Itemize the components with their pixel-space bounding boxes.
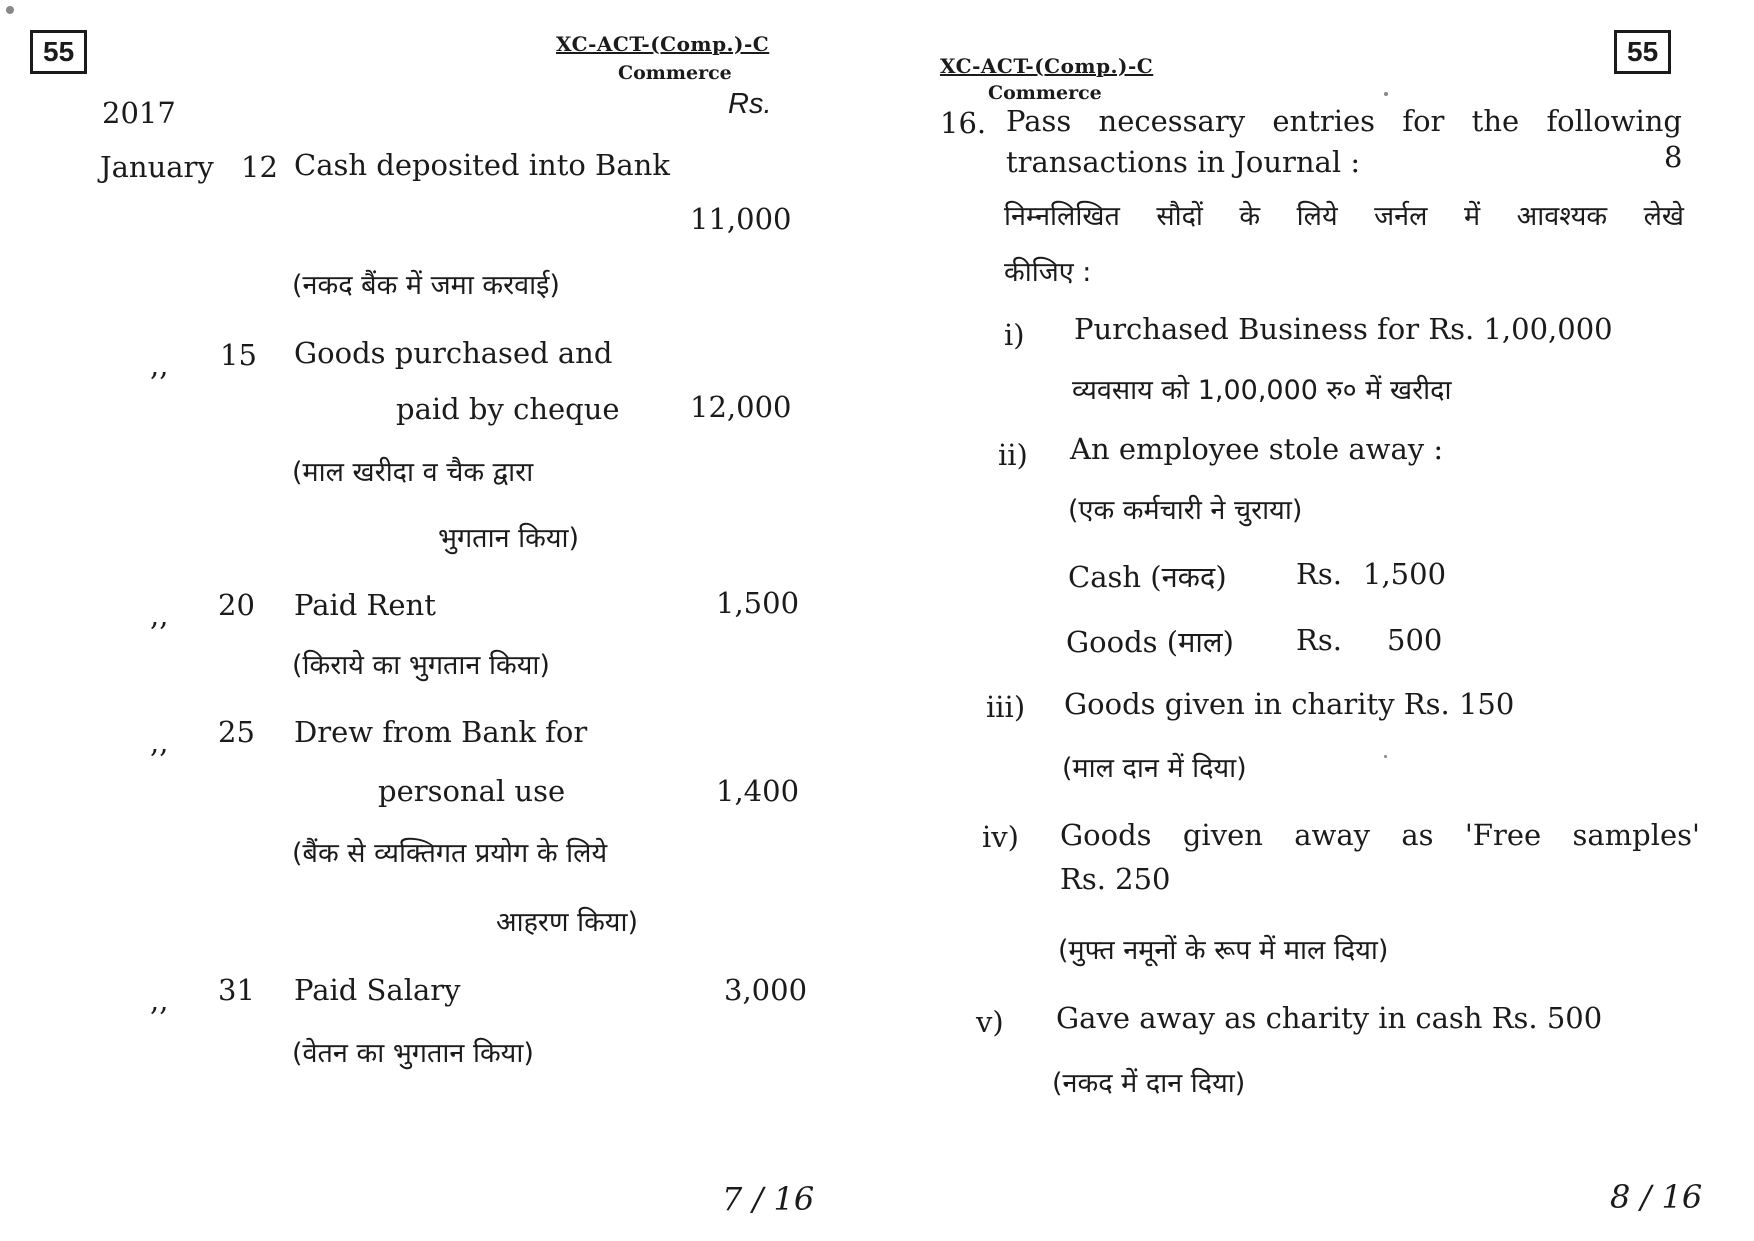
- scan-speck: [1384, 755, 1387, 758]
- entry-hindi: (वेतन का भुगतान किया): [292, 1038, 534, 1069]
- question-marks: 8: [1664, 140, 1683, 174]
- item-english: Purchased Business for Rs. 1,00,000: [1074, 312, 1613, 346]
- right-paper-code: XC-ACT-(Comp.)-C: [940, 54, 1154, 78]
- entry-amount: 1,500: [716, 586, 800, 620]
- ditto-mark: ,,: [150, 598, 169, 632]
- entry-hindi: (माल खरीदा व चैक द्वारा: [292, 457, 534, 488]
- entry-hindi: (नकद बैंक में जमा करवाई): [292, 270, 560, 301]
- item-number: v): [976, 1005, 1004, 1039]
- item-hindi: (एक कर्मचारी ने चुराया): [1068, 495, 1303, 526]
- entry-hindi: (बैंक से व्यक्तिगत प्रयोग के लिये: [292, 838, 608, 869]
- item-english: Gave away as charity in cash Rs. 500: [1056, 1001, 1603, 1035]
- entry-month: January: [100, 150, 214, 184]
- entry-description: Cash deposited into Bank: [294, 148, 670, 182]
- entry-description-line2: paid by cheque: [396, 392, 620, 426]
- item-number: ii): [998, 438, 1028, 472]
- item-number: iv): [982, 820, 1019, 854]
- entry-description-line2: personal use: [378, 774, 566, 808]
- item-english: An employee stole away :: [1070, 432, 1444, 466]
- item-english: Goods given away as 'Free samples': [1060, 818, 1700, 852]
- sub-item-label: Goods (माल): [1066, 625, 1234, 659]
- right-page-number: 8 / 16: [1610, 1178, 1703, 1216]
- right-subject: Commerce: [988, 82, 1102, 104]
- sub-item-rs: Rs.: [1296, 557, 1342, 591]
- entry-hindi-line2: आहरण किया): [496, 907, 638, 938]
- ditto-mark: ,,: [150, 983, 169, 1017]
- entry-day: 20: [218, 588, 255, 622]
- item-hindi: (नकद में दान दिया): [1052, 1068, 1246, 1099]
- year-label: 2017: [102, 96, 176, 130]
- right-page-badge: 55: [1614, 30, 1671, 74]
- entry-hindi-line2: भुगतान किया): [438, 523, 580, 554]
- entry-description: Paid Salary: [294, 973, 461, 1007]
- ditto-mark: ,,: [150, 725, 169, 759]
- entry-day: 25: [218, 715, 255, 749]
- entry-description: Goods purchased and: [294, 336, 613, 370]
- ditto-mark: ,,: [150, 348, 169, 382]
- question-number: 16.: [940, 106, 987, 140]
- question-text: Pass necessary entries for the following: [1006, 104, 1682, 138]
- entry-amount: 1,400: [716, 774, 800, 808]
- entry-amount: 11,000: [690, 202, 792, 236]
- item-english-line2: Rs. 250: [1060, 862, 1171, 896]
- sub-item-amount: 500: [1387, 623, 1443, 657]
- entry-description: Drew from Bank for: [294, 715, 588, 749]
- entry-hindi: (किराये का भुगतान किया): [292, 650, 550, 681]
- item-hindi: व्यवसाय को 1,00,000 रु० में खरीदा: [1072, 375, 1452, 406]
- item-hindi: (मुफ्त नमूनों के रूप में माल दिया): [1058, 935, 1389, 966]
- entry-amount: 3,000: [724, 973, 808, 1007]
- left-page-badge: 55: [30, 30, 87, 74]
- sub-item-rs: Rs.: [1296, 623, 1342, 657]
- currency-header: Rs.: [728, 88, 772, 120]
- question-text-line2: transactions in Journal :: [1006, 145, 1361, 179]
- entry-day: 31: [218, 973, 255, 1007]
- entry-amount: 12,000: [690, 390, 792, 424]
- left-subject: Commerce: [618, 62, 732, 84]
- left-paper-code: XC-ACT-(Comp.)-C: [556, 32, 770, 56]
- left-page-number: 7 / 16: [722, 1180, 815, 1218]
- item-english: Goods given in charity Rs. 150: [1064, 687, 1515, 721]
- scan-speck: [1384, 92, 1388, 96]
- scan-speck: [6, 6, 14, 14]
- question-hindi-line2: कीजिए :: [1004, 257, 1092, 288]
- item-number: i): [1004, 318, 1025, 352]
- item-hindi: (माल दान में दिया): [1062, 753, 1247, 784]
- question-hindi: निम्नलिखित सौदों के लिये जर्नल में आवश्यक लेखे: [1004, 201, 1684, 232]
- sub-item-amount: 1,500: [1363, 557, 1447, 591]
- item-number: iii): [986, 690, 1026, 724]
- entry-day: 12: [241, 150, 278, 184]
- sub-item-label: Cash (नकद): [1068, 560, 1227, 594]
- entry-description: Paid Rent: [294, 588, 436, 622]
- entry-day: 15: [220, 338, 257, 372]
